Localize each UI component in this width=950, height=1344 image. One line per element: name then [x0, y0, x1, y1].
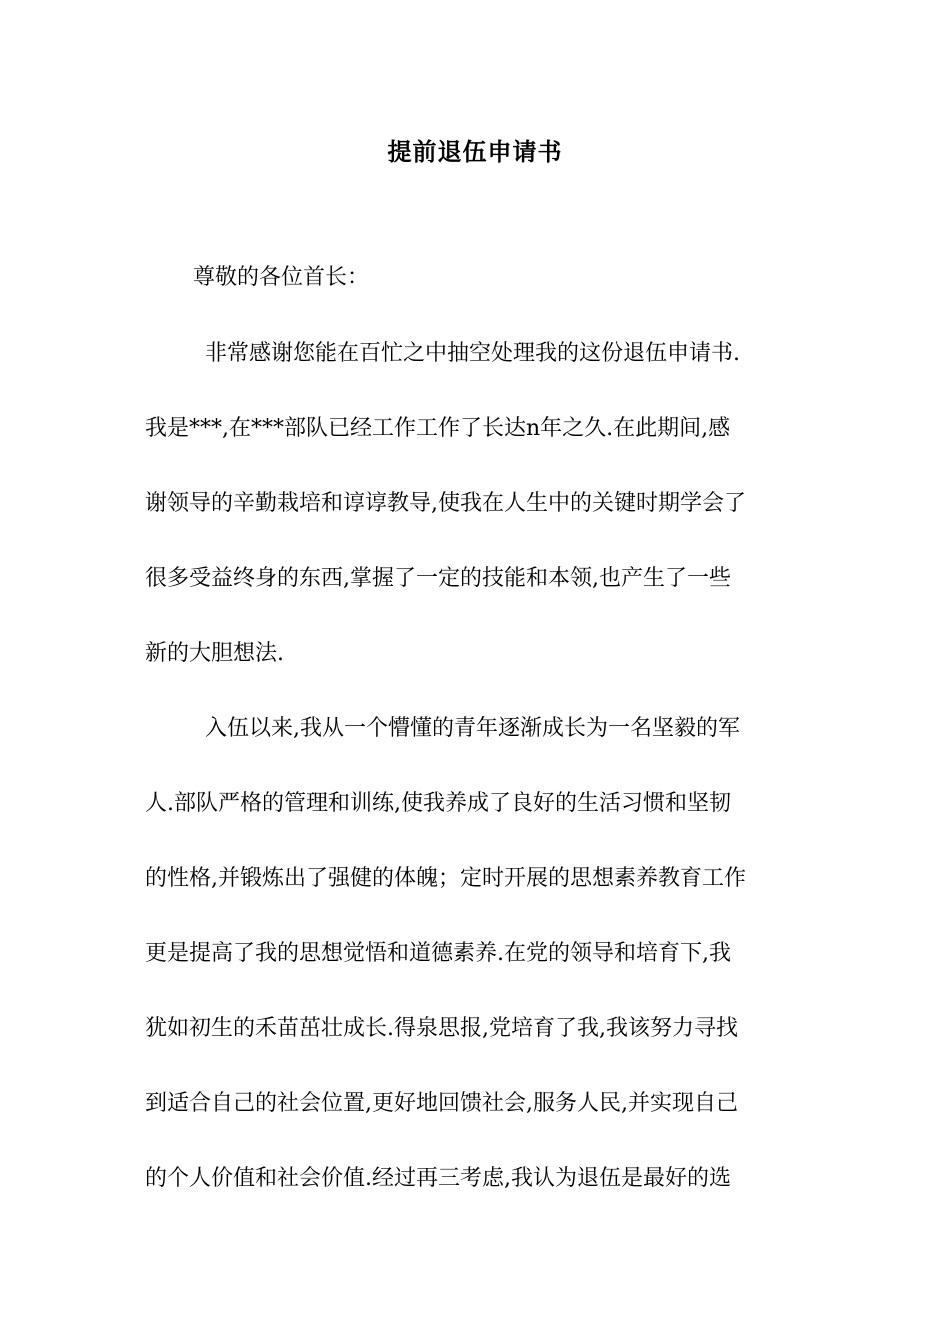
body-line-10: 犹如初生的禾苗茁壮成长.得泉思报,党培育了我,我该努力寻找	[145, 1016, 738, 1041]
body-line-5: 新的大胆想法.	[145, 641, 284, 666]
body-line-12: 的个人价值和社会价值.经过再三考虑,我认为退伍是最好的选	[145, 1166, 731, 1191]
body-line-11: 到适合自己的社会位置,更好地回馈社会,服务人民,并实现自己	[145, 1091, 738, 1116]
document-title: 提前退伍申请书	[387, 137, 563, 166]
body-line-9: 更是提高了我的思想觉悟和道德素养.在党的领导和培育下,我	[145, 941, 731, 966]
body-line-4: 很多受益终身的东西,掌握了一定的技能和本领,也产生了一些	[145, 566, 731, 591]
body-line-8: 的性格,并锻炼出了强健的体魄；定时开展的思想素养教育工作	[145, 866, 746, 891]
body-line-6: 入伍以来,我从一个懵懂的青年逐渐成长为一名坚毅的军	[205, 716, 740, 741]
salutation: 尊敬的各位首长：	[193, 265, 370, 290]
body-line-3: 谢领导的辛勤栽培和谆谆教导,使我在人生中的关键时期学会了	[145, 491, 746, 516]
body-line-7: 人.部队严格的管理和训练,使我养成了良好的生活习惯和坚韧	[145, 791, 731, 816]
body-line-2: 我是***,在***部队已经工作工作了长达n年之久.在此期间,感	[145, 416, 731, 441]
body-line-1: 非常感谢您能在百忙之中抽空处理我的这份退伍申请书.	[205, 341, 740, 366]
